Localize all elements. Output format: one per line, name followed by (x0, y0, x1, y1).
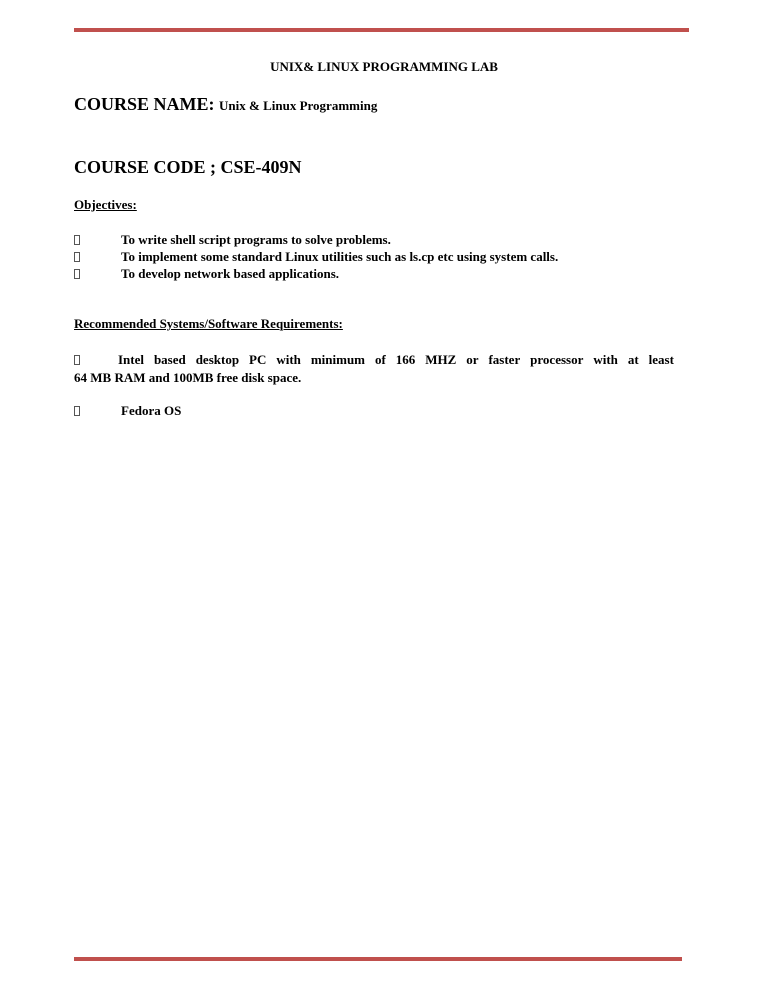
requirement-word: MHZ (425, 352, 457, 367)
requirement-word: least (648, 352, 674, 367)
requirement-word: desktop (195, 352, 240, 367)
requirement-word: with (593, 352, 618, 367)
course-name-label: COURSE NAME: (74, 94, 215, 114)
requirement-word: or (466, 352, 479, 367)
requirement-first-line (74, 351, 674, 369)
requirement-word: of (374, 352, 386, 367)
requirement-word: faster (488, 352, 521, 367)
requirement-word: Intel (74, 351, 144, 369)
requirement-word: based (153, 352, 186, 367)
bullet-box-icon (74, 355, 80, 365)
requirement-word: processor (530, 352, 584, 367)
bullet-box-icon (74, 235, 80, 245)
requirement-word: with (276, 352, 301, 367)
top-border-rule (74, 28, 689, 32)
requirement-item-hardware (74, 351, 674, 387)
requirement-word: PC (249, 352, 267, 367)
objective-text: To write shell script programs to solve problems. (121, 232, 391, 247)
course-code-line: COURSE CODE ; CSE-409N (74, 157, 302, 177)
objective-text: To implement some standard Linux utilities such as ls.cp etc using system calls. (121, 249, 559, 264)
objective-text: To develop network based applications. (121, 266, 340, 281)
bullet-box-icon (74, 406, 80, 416)
bullet-box-icon (74, 269, 80, 279)
bullet-box-icon (74, 252, 80, 262)
requirement-word: 166 (395, 352, 416, 367)
requirement-word: at (627, 352, 639, 367)
requirement-text: Fedora OS (121, 403, 182, 418)
objectives-heading: Objectives: (74, 197, 137, 212)
requirement-second-line: 64 MB RAM and 100MB free disk space. (74, 370, 302, 385)
course-name-line (74, 94, 377, 115)
requirement-word: minimum (310, 352, 365, 367)
requirements-heading: Recommended Systems/Software Requirements: (74, 316, 343, 331)
bottom-border-rule (74, 957, 682, 961)
course-name-value: Unix & Linux Programming (219, 98, 378, 113)
document-header-title: UNIX& LINUX PROGRAMMING LAB (270, 59, 498, 74)
